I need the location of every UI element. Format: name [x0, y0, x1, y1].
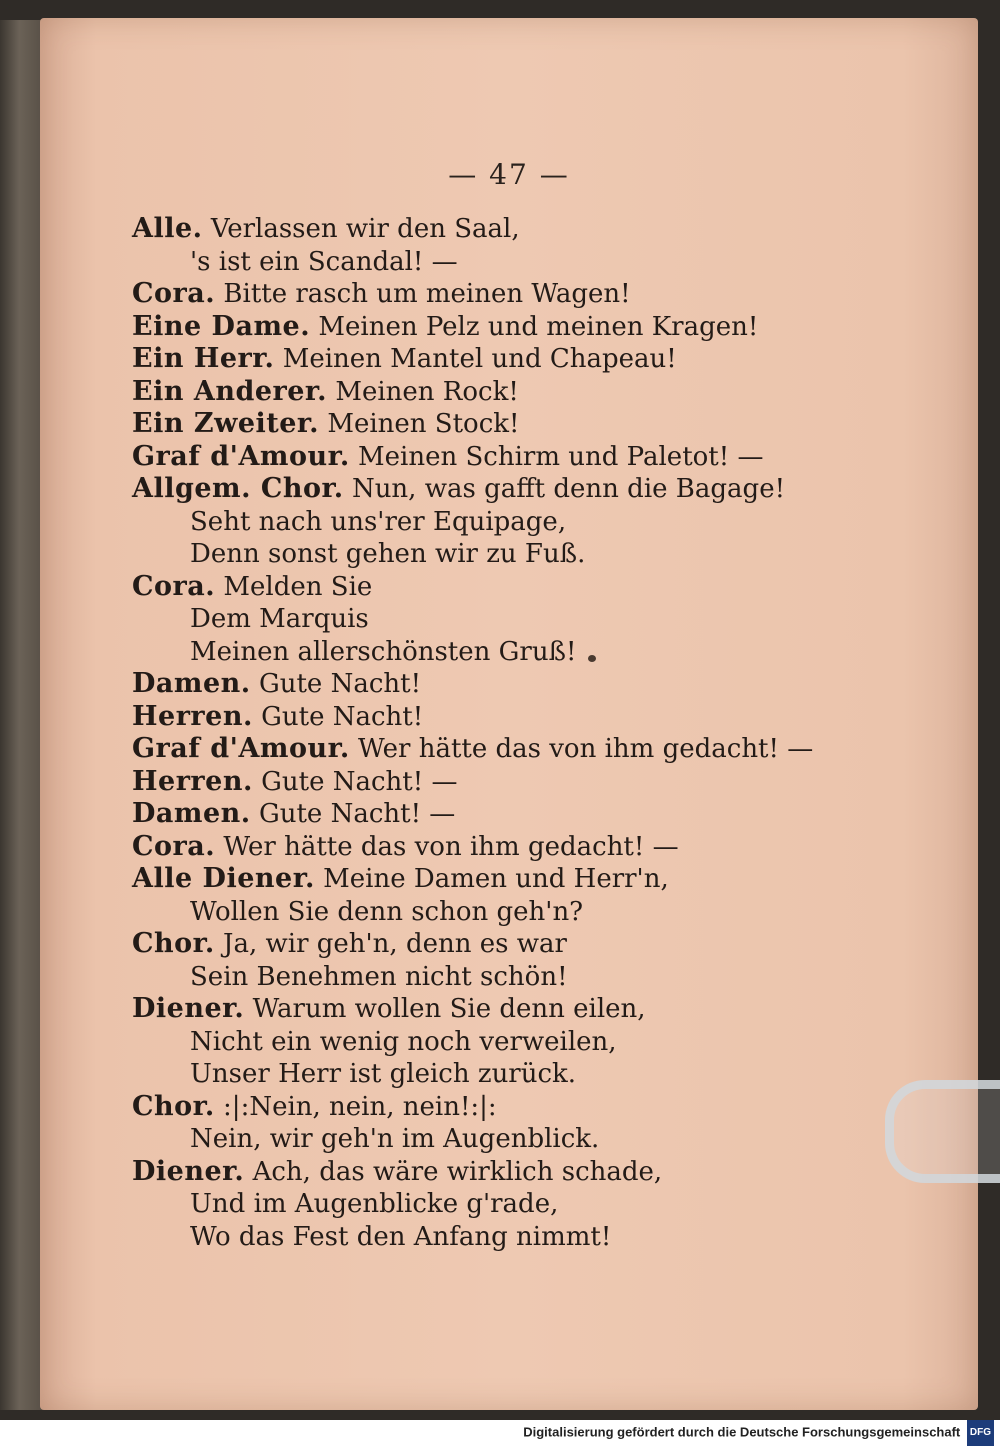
text-line: [132, 733, 852, 766]
ink-spot: [588, 655, 596, 662]
speech-text: Nicht ein wenig noch verweilen,: [190, 1026, 617, 1057]
speech-text: Bitte rasch um meinen Wagen!: [223, 279, 631, 309]
text-line: [132, 441, 852, 474]
speaker-name: Alle Diener.: [132, 863, 315, 894]
play-text: [132, 213, 852, 1253]
digitization-footer: [0, 1420, 1000, 1444]
page-clip: [885, 1080, 1000, 1183]
speech-text: Wo das Fest den Anfang nimmt!: [190, 1221, 612, 1252]
speech-text: Meinen Pelz und meinen Kragen!: [318, 311, 759, 342]
speech-text: Wer hätte das von ihm gedacht! —: [358, 734, 814, 764]
speaker-name: Graf d'Amour.: [132, 733, 350, 764]
footer-credit: Digitalisierung gefördert durch die Deutsche Forschungsgemeinschaft: [523, 1424, 961, 1440]
text-line: [132, 603, 852, 636]
speech-text: Dem Marquis: [190, 604, 369, 634]
speech-text: Nein, wir geh'n im Augenblick.: [190, 1124, 600, 1154]
text-line: [132, 376, 852, 409]
speaker-name: Chor.: [132, 1090, 215, 1122]
text-line: [132, 278, 852, 311]
speech-text: Seht nach uns'rer Equipage,: [190, 506, 567, 537]
text-line: [132, 1156, 852, 1189]
text-line: [132, 571, 852, 604]
speech-text: Ach, das wäre wirklich schade,: [252, 1156, 663, 1187]
speech-text: Gute Nacht!: [258, 669, 422, 699]
speech-text: Meinen Stock!: [327, 409, 520, 439]
speech-text: Unser Herr ist gleich zurück.: [190, 1059, 577, 1089]
speech-text: 's ist ein Scandal! —: [190, 246, 458, 277]
speaker-name: Damen.: [132, 798, 251, 829]
text-line: [132, 701, 852, 734]
speaker-name: Ein Anderer.: [132, 375, 328, 407]
text-line: [132, 343, 852, 376]
speech-text: Gute Nacht! —: [261, 766, 458, 797]
text-line: [132, 1091, 852, 1124]
speech-text: Meinen Rock!: [335, 376, 519, 407]
speech-text: Gute Nacht!: [261, 701, 424, 732]
text-line: [132, 961, 852, 994]
dfg-logo: DFG: [967, 1420, 994, 1446]
speech-text: Melden Sie: [223, 571, 373, 602]
speech-text: Wer hätte das von ihm gedacht! —: [223, 831, 679, 862]
speech-text: Meinen allerschönsten Gruß!: [190, 636, 577, 667]
speaker-name: Diener.: [132, 993, 245, 1024]
book-page: [40, 18, 978, 1410]
speaker-name: Damen.: [132, 668, 251, 699]
speaker-name: Herren.: [132, 700, 253, 732]
speaker-name: Cora.: [132, 278, 216, 309]
speech-text: Wollen Sie denn schon geh'n?: [190, 896, 584, 927]
text-line: [132, 538, 852, 571]
speaker-name: Cora.: [132, 570, 216, 602]
text-line: [132, 993, 852, 1026]
text-line: [132, 668, 852, 701]
text-line: [132, 311, 852, 344]
text-line: [132, 798, 852, 831]
text-line: [132, 831, 852, 864]
speaker-name: Ein Herr.: [132, 343, 275, 374]
text-line: [132, 928, 852, 961]
text-line: [132, 863, 852, 896]
text-line: [132, 896, 852, 929]
speaker-name: Ein Zweiter.: [132, 408, 320, 439]
text-line: [132, 1123, 852, 1156]
text-line: [132, 213, 852, 246]
text-line: [132, 408, 852, 441]
page-number: — 47 —: [448, 158, 570, 191]
text-line: [132, 1058, 852, 1091]
speech-text: Denn sonst gehen wir zu Fuß.: [190, 539, 586, 569]
text-line: [132, 246, 852, 279]
text-line: [132, 1221, 852, 1254]
speaker-name: Eine Dame.: [132, 310, 311, 342]
text-line: [132, 1026, 852, 1059]
speaker-name: Herren.: [132, 765, 253, 797]
speech-text: Nun, was gafft denn die Bagage!: [351, 474, 786, 504]
speech-text: Meine Damen und Herr'n,: [323, 864, 669, 894]
text-line: [132, 636, 852, 669]
speech-text: Warum wollen Sie denn eilen,: [252, 994, 646, 1024]
speech-text: Meinen Mantel und Chapeau!: [282, 344, 677, 374]
speech-text: Meinen Schirm und Paletot! —: [358, 441, 764, 472]
speech-text: Verlassen wir den Saal,: [210, 214, 520, 244]
speaker-name: Chor.: [132, 928, 215, 959]
speaker-name: Diener.: [132, 1155, 245, 1187]
speaker-name: Alle.: [132, 213, 203, 244]
text-line: [132, 473, 852, 506]
speech-text: Gute Nacht! —: [258, 799, 456, 829]
speaker-name: Allgem. Chor.: [132, 473, 344, 504]
speech-text: Ja, wir geh'n, denn es war: [223, 929, 567, 959]
text-line: [132, 766, 852, 799]
speaker-name: Cora.: [132, 830, 216, 862]
text-line: [132, 506, 852, 539]
speaker-name: Graf d'Amour.: [132, 440, 350, 472]
text-line: [132, 1188, 852, 1221]
speech-text: Und im Augenblicke g'rade,: [190, 1189, 559, 1219]
speech-text: :|:Nein, nein, nein!:|:: [223, 1091, 497, 1122]
speech-text: Sein Benehmen nicht schön!: [190, 961, 568, 992]
